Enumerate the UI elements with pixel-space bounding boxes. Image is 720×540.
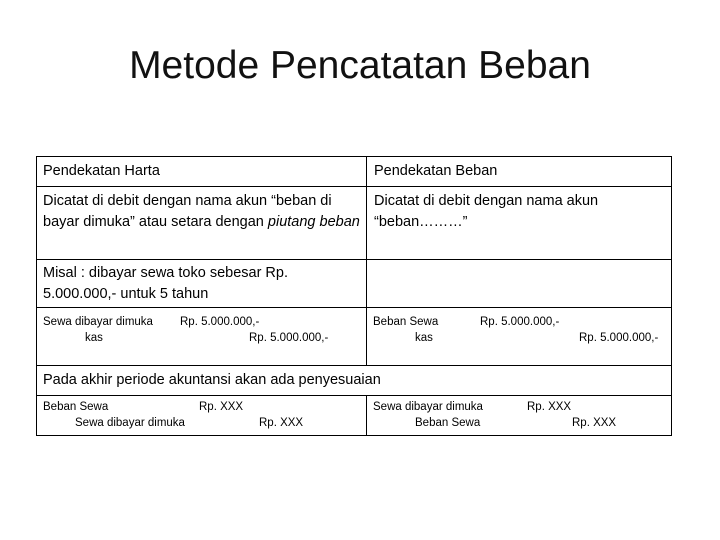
column-divider: [366, 157, 367, 365]
example-text: Misal : dibayar sewa toko sebesar Rp. 5.000.000,- untuk 5 tahun: [43, 265, 288, 302]
harta-description: [43, 191, 361, 233]
adjustment-note: Pada akhir periode akuntansi akan ada penyesuaian: [43, 372, 381, 388]
journal-debit-account: Sewa dibayar dimuka: [43, 316, 153, 328]
row-divider: [37, 186, 671, 187]
adjusting-credit-account: Sewa dibayar dimuka: [75, 417, 185, 429]
header-pendekatan-harta: Pendekatan Harta: [43, 163, 160, 179]
header-pendekatan-beban: Pendekatan Beban: [374, 163, 498, 179]
adjusting-credit-amount: Rp. XXX: [572, 417, 617, 429]
row-divider: [37, 259, 671, 260]
journal-debit-amount: Rp. 5.000.000,-: [480, 316, 560, 328]
adjusting-debit-amount: Rp. XXX: [527, 401, 572, 413]
adjusting-debit-account: Beban Sewa: [43, 401, 109, 413]
adjusting-credit-amount: Rp. XXX: [259, 417, 304, 429]
comparison-table: [36, 156, 672, 436]
beban-description: Dicatat di debit dengan nama akun “beban………”: [374, 193, 599, 230]
row-divider: [37, 395, 671, 396]
harta-description-text: Dicatat di debit dengan nama akun “beban di bayar dimuka” atau setara dengan: [43, 193, 332, 230]
journal-credit-amount: Rp. 5.000.000,-: [579, 332, 659, 344]
adjusting-debit-amount: Rp. XXX: [199, 401, 244, 413]
row-divider: [37, 307, 671, 308]
adjusting-credit-account: Beban Sewa: [415, 417, 481, 429]
journal-debit-account: Beban Sewa: [373, 316, 439, 328]
column-divider: [366, 395, 367, 435]
row-divider: [37, 365, 671, 366]
harta-description-italic: piutang beban: [267, 214, 360, 230]
journal-credit-account: kas: [415, 332, 433, 344]
slide-title: Metode Pencatatan Beban: [129, 44, 591, 87]
journal-debit-amount: Rp. 5.000.000,-: [180, 316, 260, 328]
journal-credit-amount: Rp. 5.000.000,-: [249, 332, 329, 344]
adjusting-debit-account: Sewa dibayar dimuka: [373, 401, 483, 413]
journal-credit-account: kas: [85, 332, 103, 344]
